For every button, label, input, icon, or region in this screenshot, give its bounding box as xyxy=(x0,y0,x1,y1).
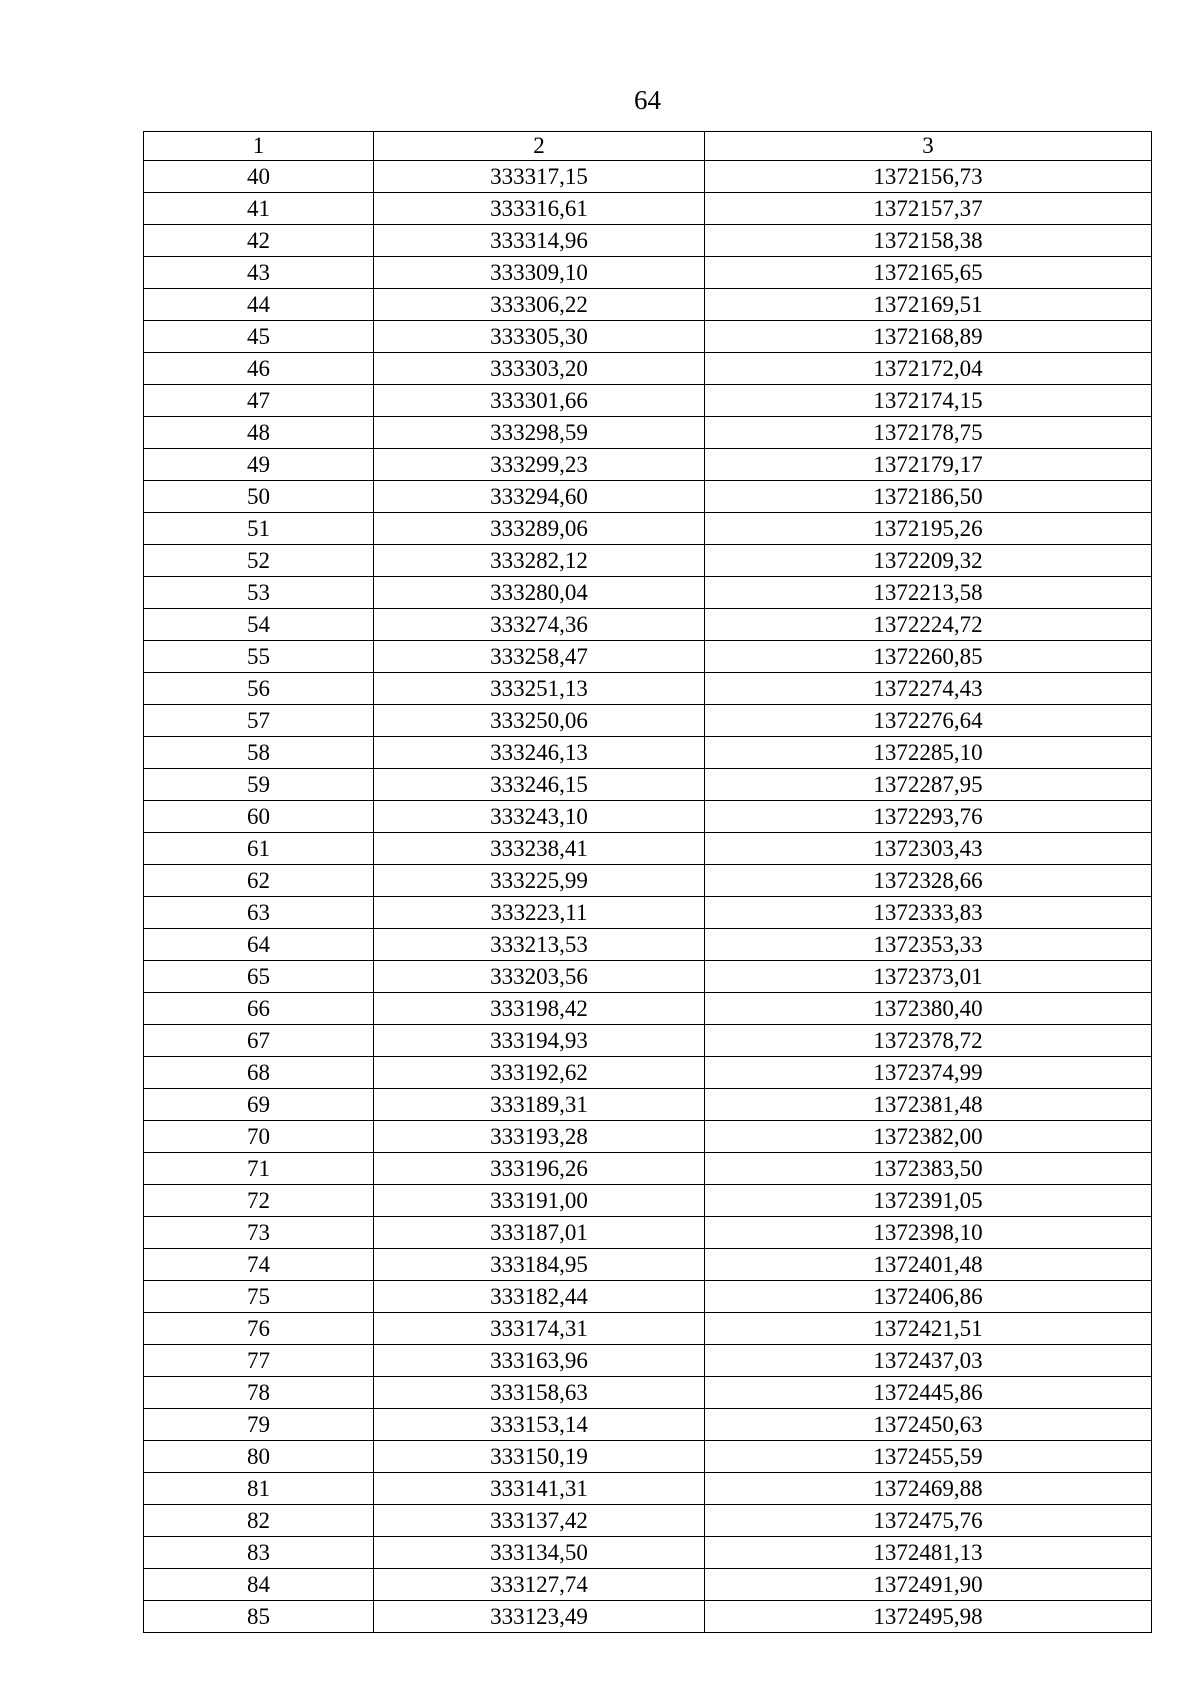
table-row xyxy=(144,513,1152,545)
coordinate-x-cell: 333153,14 xyxy=(374,1409,705,1441)
table-row xyxy=(144,801,1152,833)
point-number-cell: 49 xyxy=(144,449,374,481)
coordinate-x-cell: 333187,01 xyxy=(374,1217,705,1249)
coordinate-y-cell: 1372195,26 xyxy=(705,513,1152,545)
coordinate-x-cell: 333303,20 xyxy=(374,353,705,385)
point-number-cell: 76 xyxy=(144,1313,374,1345)
point-number-cell: 46 xyxy=(144,353,374,385)
table-row xyxy=(144,193,1152,225)
point-number-cell: 53 xyxy=(144,577,374,609)
table-row xyxy=(144,449,1152,481)
coordinate-y-cell: 1372178,75 xyxy=(705,417,1152,449)
coordinate-x-cell: 333192,62 xyxy=(374,1057,705,1089)
table-row xyxy=(144,993,1152,1025)
table-row xyxy=(144,1281,1152,1313)
coordinate-x-cell: 333317,15 xyxy=(374,161,705,193)
table-row xyxy=(144,257,1152,289)
coordinate-y-cell: 1372481,13 xyxy=(705,1537,1152,1569)
coordinate-x-cell: 333316,61 xyxy=(374,193,705,225)
coordinate-y-cell: 1372421,51 xyxy=(705,1313,1152,1345)
table-body xyxy=(144,161,1152,1633)
coordinate-y-cell: 1372274,43 xyxy=(705,673,1152,705)
coordinate-x-cell: 333251,13 xyxy=(374,673,705,705)
table-row xyxy=(144,769,1152,801)
point-number-cell: 82 xyxy=(144,1505,374,1537)
coordinate-x-cell: 333250,06 xyxy=(374,705,705,737)
table-row xyxy=(144,1249,1152,1281)
table-row xyxy=(144,929,1152,961)
table-row xyxy=(144,353,1152,385)
coordinate-x-cell: 333184,95 xyxy=(374,1249,705,1281)
table-row xyxy=(144,161,1152,193)
coordinate-y-cell: 1372158,38 xyxy=(705,225,1152,257)
table-row xyxy=(144,1057,1152,1089)
coordinate-x-cell: 333163,96 xyxy=(374,1345,705,1377)
point-number-cell: 60 xyxy=(144,801,374,833)
table-row xyxy=(144,897,1152,929)
table-row xyxy=(144,1025,1152,1057)
coordinate-y-cell: 1372209,32 xyxy=(705,545,1152,577)
coordinate-x-cell: 333158,63 xyxy=(374,1377,705,1409)
coordinate-y-cell: 1372383,50 xyxy=(705,1153,1152,1185)
table-row xyxy=(144,1441,1152,1473)
column-header-3: 3 xyxy=(705,132,1152,161)
table-row xyxy=(144,1505,1152,1537)
point-number-cell: 75 xyxy=(144,1281,374,1313)
coordinate-y-cell: 1372455,59 xyxy=(705,1441,1152,1473)
coordinate-x-cell: 333127,74 xyxy=(374,1569,705,1601)
table-row xyxy=(144,1537,1152,1569)
coordinate-y-cell: 1372380,40 xyxy=(705,993,1152,1025)
coordinate-y-cell: 1372401,48 xyxy=(705,1249,1152,1281)
coordinate-y-cell: 1372373,01 xyxy=(705,961,1152,993)
coordinate-x-cell: 333299,23 xyxy=(374,449,705,481)
coordinate-y-cell: 1372398,10 xyxy=(705,1217,1152,1249)
coordinate-x-cell: 333314,96 xyxy=(374,225,705,257)
point-number-cell: 70 xyxy=(144,1121,374,1153)
table-row xyxy=(144,609,1152,641)
coordinate-y-cell: 1372157,37 xyxy=(705,193,1152,225)
coordinate-y-cell: 1372303,43 xyxy=(705,833,1152,865)
coordinate-y-cell: 1372450,63 xyxy=(705,1409,1152,1441)
point-number-cell: 62 xyxy=(144,865,374,897)
point-number-cell: 52 xyxy=(144,545,374,577)
point-number-cell: 78 xyxy=(144,1377,374,1409)
table-row xyxy=(144,417,1152,449)
coordinate-y-cell: 1372437,03 xyxy=(705,1345,1152,1377)
point-number-cell: 58 xyxy=(144,737,374,769)
coordinate-y-cell: 1372165,65 xyxy=(705,257,1152,289)
point-number-cell: 45 xyxy=(144,321,374,353)
coordinate-x-cell: 333238,41 xyxy=(374,833,705,865)
table-row xyxy=(144,673,1152,705)
coordinate-x-cell: 333150,19 xyxy=(374,1441,705,1473)
point-number-cell: 71 xyxy=(144,1153,374,1185)
point-number-cell: 51 xyxy=(144,513,374,545)
table-row xyxy=(144,321,1152,353)
coordinate-y-cell: 1372495,98 xyxy=(705,1601,1152,1633)
coordinate-y-cell: 1372381,48 xyxy=(705,1089,1152,1121)
table-row xyxy=(144,1345,1152,1377)
coordinate-x-cell: 333258,47 xyxy=(374,641,705,673)
coordinate-x-cell: 333309,10 xyxy=(374,257,705,289)
coordinate-y-cell: 1372475,76 xyxy=(705,1505,1152,1537)
table-row xyxy=(144,1409,1152,1441)
table-row xyxy=(144,1089,1152,1121)
coordinate-y-cell: 1372172,04 xyxy=(705,353,1152,385)
point-number-cell: 77 xyxy=(144,1345,374,1377)
table-row xyxy=(144,289,1152,321)
table-row xyxy=(144,1601,1152,1633)
point-number-cell: 74 xyxy=(144,1249,374,1281)
table-row xyxy=(144,1473,1152,1505)
point-number-cell: 63 xyxy=(144,897,374,929)
table-row xyxy=(144,641,1152,673)
table-row xyxy=(144,545,1152,577)
coordinate-x-cell: 333282,12 xyxy=(374,545,705,577)
table-row xyxy=(144,865,1152,897)
coordinate-y-cell: 1372168,89 xyxy=(705,321,1152,353)
coordinate-y-cell: 1372213,58 xyxy=(705,577,1152,609)
coordinate-x-cell: 333294,60 xyxy=(374,481,705,513)
coordinate-x-cell: 333301,66 xyxy=(374,385,705,417)
table-row xyxy=(144,577,1152,609)
coordinate-x-cell: 333305,30 xyxy=(374,321,705,353)
coordinate-y-cell: 1372382,00 xyxy=(705,1121,1152,1153)
point-number-cell: 67 xyxy=(144,1025,374,1057)
coordinate-x-cell: 333134,50 xyxy=(374,1537,705,1569)
coordinate-x-cell: 333141,31 xyxy=(374,1473,705,1505)
coordinate-x-cell: 333198,42 xyxy=(374,993,705,1025)
coordinate-y-cell: 1372378,72 xyxy=(705,1025,1152,1057)
coordinate-x-cell: 333298,59 xyxy=(374,417,705,449)
table-row xyxy=(144,961,1152,993)
point-number-cell: 50 xyxy=(144,481,374,513)
table-row xyxy=(144,1313,1152,1345)
point-number-cell: 79 xyxy=(144,1409,374,1441)
coordinate-y-cell: 1372293,76 xyxy=(705,801,1152,833)
coordinate-y-cell: 1372224,72 xyxy=(705,609,1152,641)
coordinate-y-cell: 1372406,86 xyxy=(705,1281,1152,1313)
coordinate-x-cell: 333174,31 xyxy=(374,1313,705,1345)
coordinate-y-cell: 1372260,85 xyxy=(705,641,1152,673)
coordinate-y-cell: 1372328,66 xyxy=(705,865,1152,897)
point-number-cell: 48 xyxy=(144,417,374,449)
coordinate-y-cell: 1372276,64 xyxy=(705,705,1152,737)
table-row xyxy=(144,1217,1152,1249)
point-number-cell: 59 xyxy=(144,769,374,801)
coordinate-y-cell: 1372469,88 xyxy=(705,1473,1152,1505)
coordinate-x-cell: 333182,44 xyxy=(374,1281,705,1313)
column-header-1: 1 xyxy=(144,132,374,161)
coordinate-x-cell: 333191,00 xyxy=(374,1185,705,1217)
point-number-cell: 56 xyxy=(144,673,374,705)
point-number-cell: 42 xyxy=(144,225,374,257)
coordinate-y-cell: 1372333,83 xyxy=(705,897,1152,929)
table-row xyxy=(144,737,1152,769)
coordinate-x-cell: 333194,93 xyxy=(374,1025,705,1057)
point-number-cell: 80 xyxy=(144,1441,374,1473)
coordinate-x-cell: 333246,13 xyxy=(374,737,705,769)
point-number-cell: 72 xyxy=(144,1185,374,1217)
point-number-cell: 64 xyxy=(144,929,374,961)
coordinate-y-cell: 1372445,86 xyxy=(705,1377,1152,1409)
coordinate-x-cell: 333225,99 xyxy=(374,865,705,897)
coordinate-x-cell: 333213,53 xyxy=(374,929,705,961)
coordinate-x-cell: 333246,15 xyxy=(374,769,705,801)
table-row xyxy=(144,481,1152,513)
point-number-cell: 61 xyxy=(144,833,374,865)
coordinate-y-cell: 1372174,15 xyxy=(705,385,1152,417)
coordinate-x-cell: 333193,28 xyxy=(374,1121,705,1153)
point-number-cell: 66 xyxy=(144,993,374,1025)
coordinate-y-cell: 1372391,05 xyxy=(705,1185,1152,1217)
point-number-cell: 43 xyxy=(144,257,374,289)
point-number-cell: 44 xyxy=(144,289,374,321)
point-number-cell: 68 xyxy=(144,1057,374,1089)
table-row xyxy=(144,1569,1152,1601)
coordinate-x-cell: 333274,36 xyxy=(374,609,705,641)
coordinate-x-cell: 333223,11 xyxy=(374,897,705,929)
coordinate-x-cell: 333280,04 xyxy=(374,577,705,609)
table-row xyxy=(144,225,1152,257)
point-number-cell: 54 xyxy=(144,609,374,641)
point-number-cell: 65 xyxy=(144,961,374,993)
point-number-cell: 40 xyxy=(144,161,374,193)
coordinates-table xyxy=(143,131,1152,1633)
coordinate-y-cell: 1372186,50 xyxy=(705,481,1152,513)
coordinate-y-cell: 1372156,73 xyxy=(705,161,1152,193)
coordinate-x-cell: 333243,10 xyxy=(374,801,705,833)
coordinate-x-cell: 333189,31 xyxy=(374,1089,705,1121)
point-number-cell: 57 xyxy=(144,705,374,737)
coordinate-x-cell: 333123,49 xyxy=(374,1601,705,1633)
point-number-cell: 47 xyxy=(144,385,374,417)
table-row xyxy=(144,385,1152,417)
page-number: 64 xyxy=(634,85,661,115)
coordinate-y-cell: 1372285,10 xyxy=(705,737,1152,769)
coordinate-x-cell: 333203,56 xyxy=(374,961,705,993)
coordinate-y-cell: 1372179,17 xyxy=(705,449,1152,481)
coordinate-x-cell: 333137,42 xyxy=(374,1505,705,1537)
point-number-cell: 83 xyxy=(144,1537,374,1569)
coordinate-y-cell: 1372287,95 xyxy=(705,769,1152,801)
point-number-cell: 41 xyxy=(144,193,374,225)
table-row xyxy=(144,833,1152,865)
table-row xyxy=(144,1185,1152,1217)
point-number-cell: 85 xyxy=(144,1601,374,1633)
point-number-cell: 73 xyxy=(144,1217,374,1249)
table-row xyxy=(144,705,1152,737)
coordinate-x-cell: 333306,22 xyxy=(374,289,705,321)
point-number-cell: 69 xyxy=(144,1089,374,1121)
table-row xyxy=(144,1377,1152,1409)
table-row xyxy=(144,1153,1152,1185)
table-row xyxy=(144,1121,1152,1153)
coordinate-y-cell: 1372374,99 xyxy=(705,1057,1152,1089)
point-number-cell: 81 xyxy=(144,1473,374,1505)
coordinate-y-cell: 1372353,33 xyxy=(705,929,1152,961)
coordinate-y-cell: 1372491,90 xyxy=(705,1569,1152,1601)
point-number-cell: 84 xyxy=(144,1569,374,1601)
coordinate-x-cell: 333289,06 xyxy=(374,513,705,545)
point-number-cell: 55 xyxy=(144,641,374,673)
coordinate-x-cell: 333196,26 xyxy=(374,1153,705,1185)
column-header-2: 2 xyxy=(374,132,705,161)
table-header-row xyxy=(144,132,1152,161)
coordinate-y-cell: 1372169,51 xyxy=(705,289,1152,321)
